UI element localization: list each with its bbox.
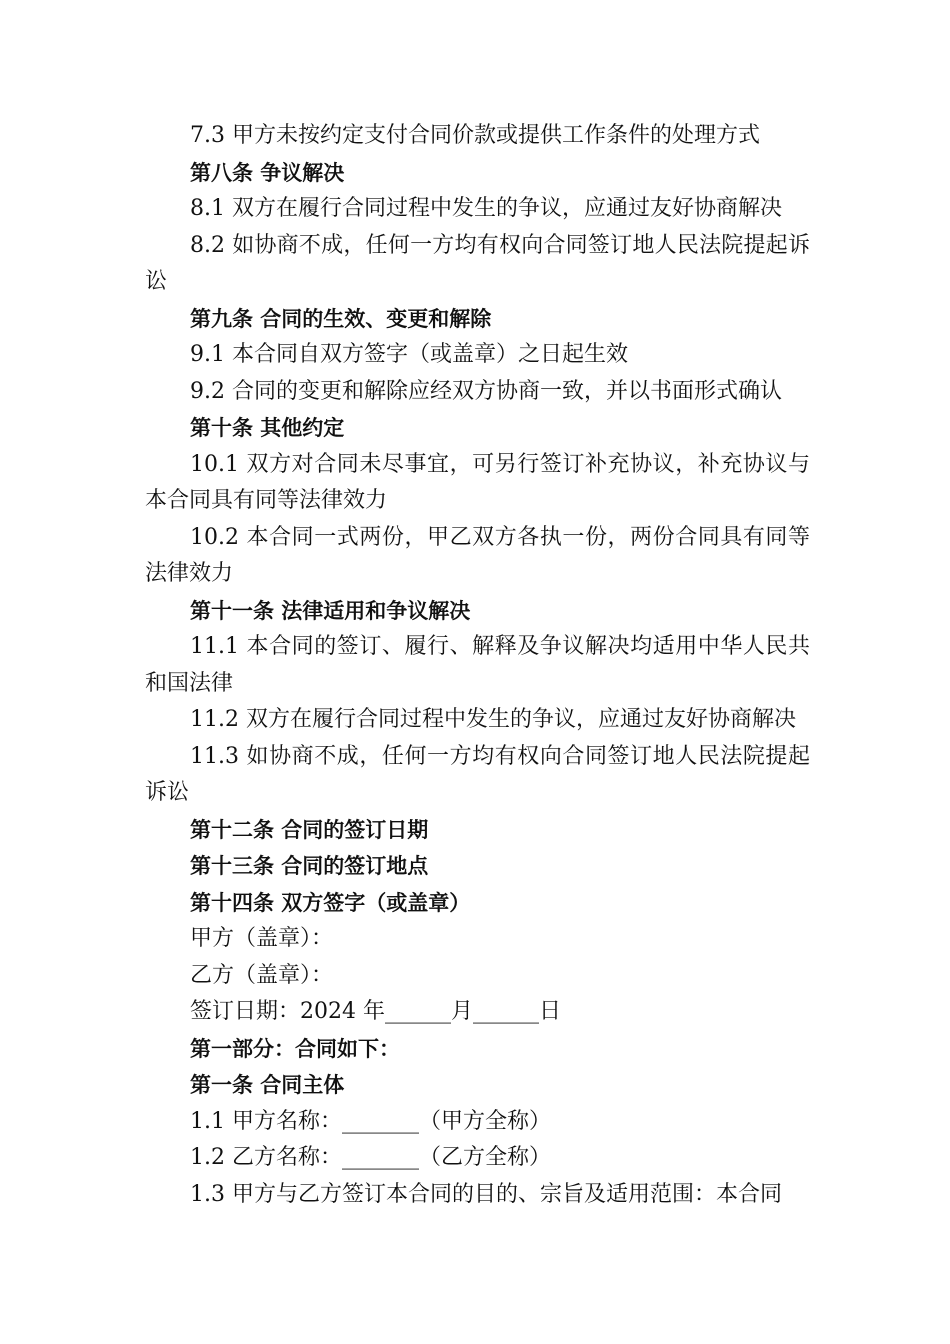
article-9-heading: 第九条 合同的生效、变更和解除: [190, 306, 492, 331]
clause-11-1: 11.1 本合同的签订、履行、解释及争议解决均适用中华人民共和国法律: [145, 634, 810, 696]
clause-9-1: 9.1 本合同自双方签字（或盖章）之日起生效: [190, 342, 628, 367]
article-8-heading: 第八条 争议解决: [190, 160, 345, 185]
part-one-heading: 第一部分：合同如下：: [190, 1036, 400, 1061]
article-13-heading: 第十三条 合同的签订地点: [190, 854, 429, 878]
clause-11-3: 11.3 如协商不成，任何一方均有权向合同签订地人民法院提起诉讼: [145, 743, 810, 805]
clause-1-1: 1.1 甲方名称：_______（甲方全称）: [190, 1108, 551, 1134]
clause-1-3: 1.3 甲方与乙方签订本合同的目的、宗旨及适用范围：本合同: [190, 1181, 782, 1207]
clause-11-2: 11.2 双方在履行合同过程中发生的争议，应通过友好协商解决: [190, 707, 796, 732]
party-a-seal-line: 甲方（盖章）：: [190, 926, 334, 951]
article-11-heading: 第十一条 法律适用和争议解决: [190, 598, 471, 623]
clause-8-2: 8.2 如协商不成，任何一方均有权向合同签订地人民法院提起诉讼: [145, 232, 810, 294]
clause-10-1: 10.1 双方对合同未尽事宜，可另行签订补充协议，补充协议与本合同具有同等法律效力: [145, 451, 810, 513]
clause-7-3: 7.3 甲方未按约定支付合同价款或提供工作条件的处理方式: [190, 123, 760, 148]
document-page: [145, 118, 810, 1213]
clause-8-1: 8.1 双方在履行合同过程中发生的争议，应通过友好协商解决: [190, 196, 782, 221]
article-10-heading: 第十条 其他约定: [190, 416, 345, 440]
article-12-heading: 第十二条 合同的签订日期: [190, 817, 429, 842]
clause-1-2: 1.2 乙方名称：_______（乙方全称）: [190, 1145, 551, 1170]
signing-date-line: 签订日期：2024 年______月______日: [190, 999, 561, 1024]
article-1-heading: 第一条 合同主体: [190, 1073, 345, 1097]
article-14-heading: 第十四条 双方签字（或盖章）: [190, 890, 471, 915]
clause-10-2: 10.2 本合同一式两份，甲乙双方各执一份，两份合同具有同等法律效力: [145, 524, 810, 586]
party-b-seal-line: 乙方（盖章）：: [190, 962, 334, 988]
clause-9-2: 9.2 合同的变更和解除应经双方协商一致，并以书面形式确认: [190, 378, 782, 404]
